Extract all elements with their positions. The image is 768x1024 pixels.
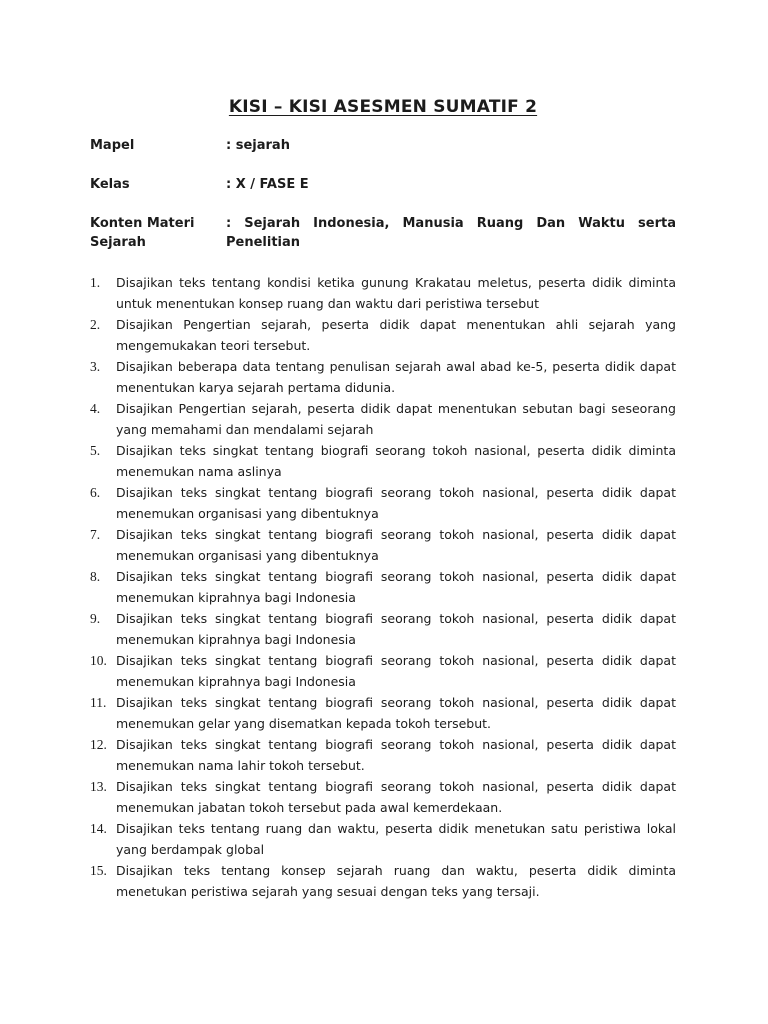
list-item-number: 7.: [90, 527, 101, 542]
list-item-text: Disajikan teks singkat tentang biografi seorang tokoh nasional, peserta didik dapat menemukan kiprahnya bagi Indonesia: [116, 611, 676, 647]
list-item: [90, 734, 676, 776]
meta-row-kelas: [90, 175, 676, 194]
list-item-text: Disajikan teks singkat tentang biografi seorang tokoh nasional, peserta didik dapat menemukan nama lahir tokoh tersebut.: [116, 737, 676, 773]
list-item-number: 12.: [90, 737, 107, 752]
list-item-number: 9.: [90, 611, 101, 626]
list-item: [90, 524, 676, 566]
list-item: [90, 608, 676, 650]
meta-value: : sejarah: [226, 138, 290, 153]
list-item: [90, 272, 676, 314]
list-item: [90, 440, 676, 482]
list-item: [90, 482, 676, 524]
meta-label: Mapel: [90, 138, 135, 153]
list-item-text: Disajikan teks singkat tentang biografi seorang tokoh nasional, peserta didik dapat menemukan kiprahnya bagi Indonesia: [116, 569, 676, 605]
list-item: [90, 650, 676, 692]
list-item-text: Disajikan Pengertian sejarah, peserta didik dapat menentukan ahli sejarah yang mengemukakan teori tersebut.: [116, 317, 676, 353]
document-title: KISI – KISI ASESMEN SUMATIF 2: [228, 97, 538, 117]
list-item-number: 8.: [90, 569, 101, 584]
list-item-number: 10.: [90, 653, 107, 668]
meta-label: Kelas: [90, 177, 130, 192]
meta-row-mapel: [90, 136, 676, 155]
list-item-number: 4.: [90, 401, 101, 416]
list-item: [90, 692, 676, 734]
list-item: [90, 356, 676, 398]
list-item-text: Disajikan beberapa data tentang penulisan sejarah awal abad ke-5, peserta didik dapat menentukan karya sejarah pertama didunia.: [116, 359, 676, 395]
list-item-text: Disajikan teks singkat tentang biografi seorang tokoh nasional, peserta didik dapat menemukan organisasi yang dibentuknya: [116, 527, 676, 563]
indicator-list: [90, 272, 676, 902]
list-item-text: Disajikan Pengertian sejarah, peserta didik dapat menentukan sebutan bagi seseorang yang memahami dan mendalami sejarah: [116, 401, 676, 437]
list-item-text: Disajikan teks tentang ruang dan waktu, peserta didik menetukan satu peristiwa lokal yang berdampak global: [116, 821, 676, 857]
list-item-number: 14.: [90, 821, 107, 836]
list-item-number: 3.: [90, 359, 101, 374]
list-item: [90, 314, 676, 356]
list-item-text: Disajikan teks singkat tentang biografi seorang tokoh nasional, peserta didik dapat menemukan kiprahnya bagi Indonesia: [116, 653, 676, 689]
list-item: [90, 566, 676, 608]
meta-label: Konten Materi Sejarah: [90, 216, 195, 250]
meta-value: : X / FASE E: [226, 177, 309, 192]
meta-value: : Sejarah Indonesia, Manusia Ruang Dan Waktu serta Penelitian: [226, 216, 676, 250]
list-item-number: 6.: [90, 485, 101, 500]
list-item: [90, 818, 676, 860]
list-item-number: 13.: [90, 779, 107, 794]
list-item-text: Disajikan teks tentang kondisi ketika gunung Krakatau meletus, peserta didik diminta untuk menentukan konsep ruang dan waktu dari peristiwa tersebut: [116, 275, 676, 311]
list-item: [90, 860, 676, 902]
list-item-text: Disajikan teks singkat tentang biografi seorang tokoh nasional, peserta didik dapat menemukan jabatan tokoh tersebut pada awal kemerdekaan.: [116, 779, 676, 815]
list-item-number: 2.: [90, 317, 101, 332]
document-meta: [90, 136, 676, 252]
meta-row-konten-materi: [90, 214, 676, 252]
list-item-text: Disajikan teks singkat tentang biografi seorang tokoh nasional, peserta didik dapat menemukan gelar yang disematkan kepada tokoh tersebut.: [116, 695, 676, 731]
list-item-number: 15.: [90, 863, 107, 878]
list-item-text: Disajikan teks singkat tentang biografi seorang tokoh nasional, peserta didik dapat menemukan organisasi yang dibentuknya: [116, 485, 676, 521]
list-item-number: 5.: [90, 443, 101, 458]
list-item: [90, 776, 676, 818]
list-item-number: 11.: [90, 695, 107, 710]
list-item: [90, 398, 676, 440]
list-item-text: Disajikan teks tentang konsep sejarah ruang dan waktu, peserta didik diminta menetukan peristiwa sejarah yang sesuai dengan teks yang tersaji.: [116, 863, 676, 899]
list-item-text: Disajikan teks singkat tentang biografi seorang tokoh nasional, peserta didik diminta menemukan nama aslinya: [116, 443, 676, 479]
list-item-number: 1.: [90, 275, 101, 290]
